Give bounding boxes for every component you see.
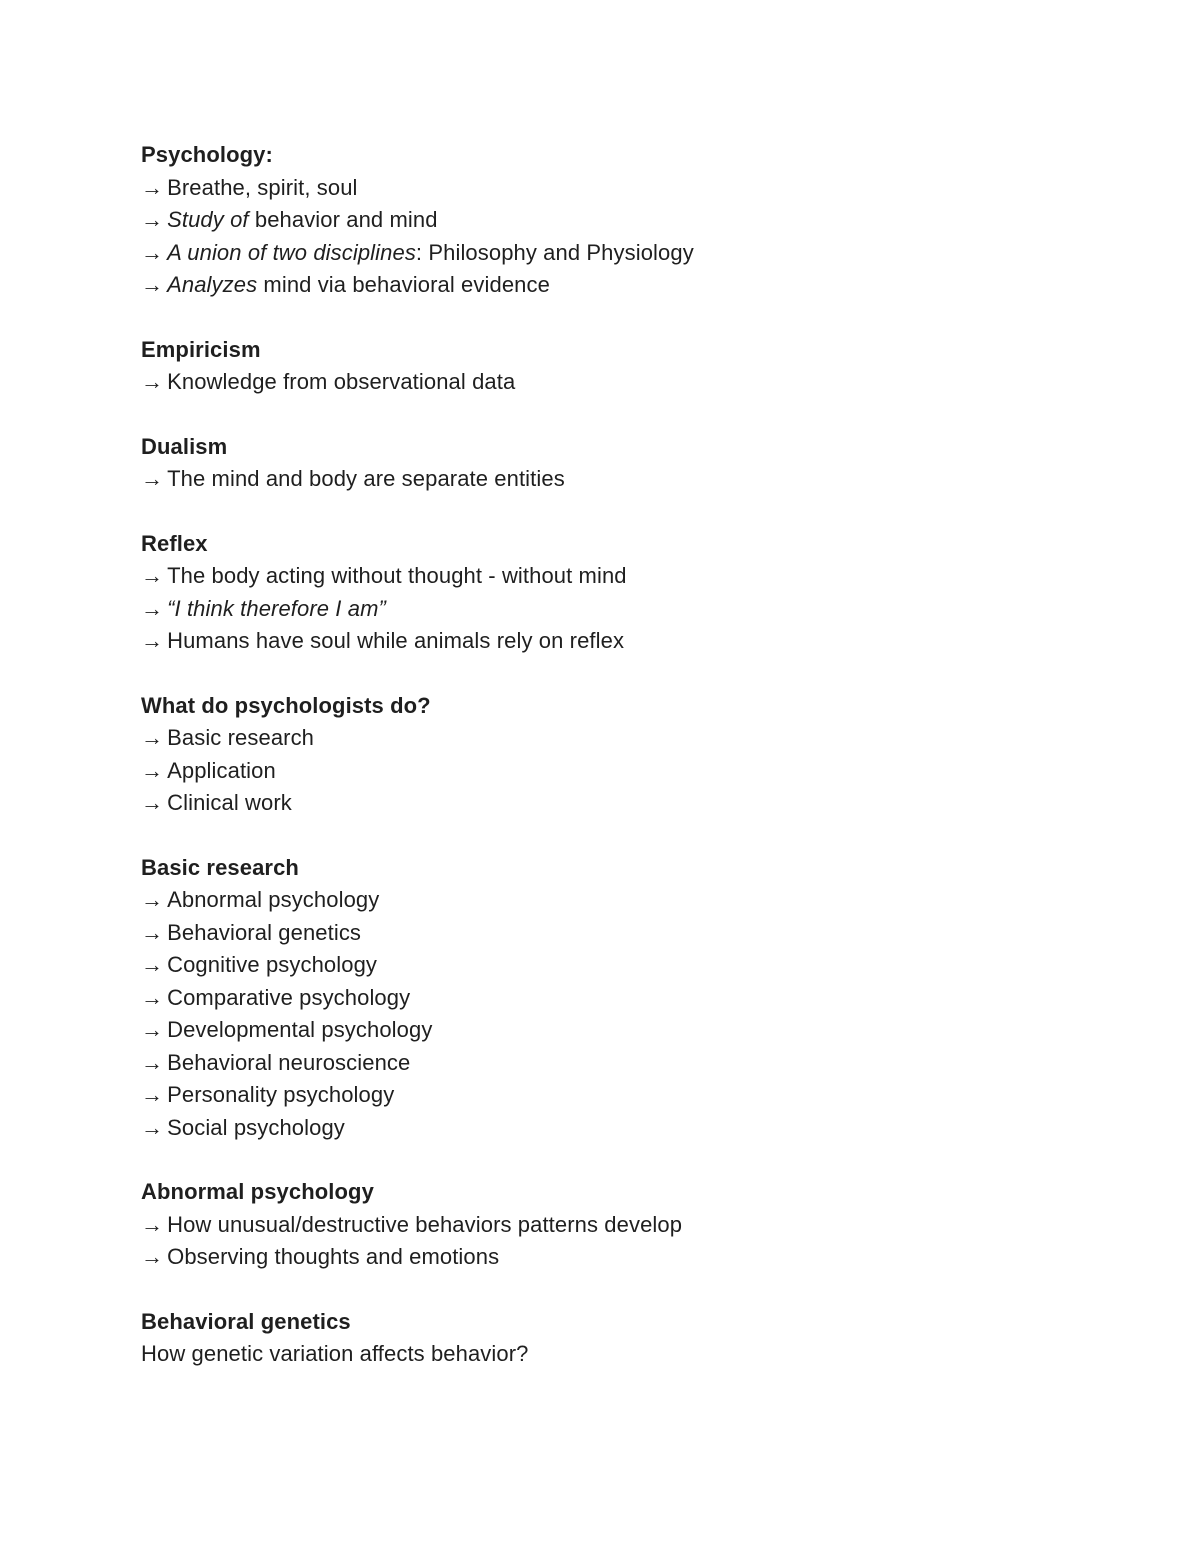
note-section <box>141 1306 1141 1371</box>
arrow-right-icon: → <box>141 595 164 621</box>
item-text: Knowledge from observational data <box>167 369 516 394</box>
note-item <box>141 269 1141 302</box>
section-heading: Behavioral genetics <box>141 1308 351 1334</box>
note-section <box>141 334 1141 399</box>
note-item <box>141 172 1141 205</box>
item-text: Behavioral neuroscience <box>167 1049 411 1075</box>
italic-text: Analyzes <box>167 272 258 297</box>
arrow-right-icon: → <box>141 628 164 653</box>
section-heading: Empiricism <box>141 336 261 362</box>
note-section <box>141 528 1141 658</box>
section-heading: Psychology: <box>141 142 273 167</box>
italic-text: “I think therefore I am” <box>167 595 386 621</box>
arrow-right-icon: → <box>141 272 164 297</box>
arrow-right-icon: → <box>141 369 164 394</box>
note-item <box>141 949 1141 982</box>
note-item <box>141 787 1141 820</box>
italic-text: A union of two disciplines <box>167 239 416 265</box>
arrow-right-icon: → <box>141 1244 164 1269</box>
note-item <box>141 1112 1141 1145</box>
note-item <box>141 1047 1141 1080</box>
item-text: Personality psychology <box>167 1082 395 1107</box>
note-item <box>141 1014 1141 1047</box>
arrow-right-icon: → <box>141 563 164 588</box>
arrow-right-icon: → <box>141 725 164 750</box>
note-item <box>141 463 1141 496</box>
section-heading: Dualism <box>141 433 228 459</box>
section-heading: Abnormal psychology <box>141 1179 374 1204</box>
item-text: Humans have soul while animals rely on reflex <box>167 628 625 653</box>
arrow-right-icon: → <box>141 887 164 912</box>
arrow-right-icon: → <box>141 207 164 232</box>
item-text: The body acting without thought - without mind <box>167 563 627 588</box>
item-text: How genetic variation affects behavior? <box>141 1341 529 1366</box>
note-item <box>141 884 1141 917</box>
item-text: Comparative psychology <box>167 984 411 1010</box>
italic-text: Study of <box>167 207 249 232</box>
note-item <box>141 755 1141 788</box>
section-heading: Reflex <box>141 530 208 556</box>
item-text: Behavioral genetics <box>167 919 362 945</box>
arrow-right-icon: → <box>141 1049 164 1075</box>
section-heading: Basic research <box>141 854 299 880</box>
note-item <box>141 1079 1141 1112</box>
item-text: Basic research <box>167 725 315 750</box>
arrow-right-icon: → <box>141 757 164 783</box>
note-section <box>141 431 1141 496</box>
note-item <box>141 366 1141 399</box>
item-text: How unusual/destructive behaviors patterns develop <box>167 1211 683 1237</box>
arrow-right-icon: → <box>141 952 164 977</box>
note-item <box>141 1241 1141 1274</box>
item-text: Abnormal psychology <box>167 887 380 912</box>
item-text: mind via behavioral evidence <box>257 272 550 297</box>
item-text: Social psychology <box>167 1114 345 1140</box>
arrow-right-icon: → <box>141 466 164 491</box>
item-text: : Philosophy and Physiology <box>415 239 694 265</box>
note-section <box>141 1176 1141 1274</box>
note-section <box>141 690 1141 820</box>
item-text: Developmental psychology <box>167 1017 433 1042</box>
note-item <box>141 1338 1141 1371</box>
arrow-right-icon: → <box>141 1082 164 1107</box>
note-item <box>141 593 1141 626</box>
note-item <box>141 1209 1141 1242</box>
note-section <box>141 852 1141 1145</box>
note-item <box>141 625 1141 658</box>
arrow-right-icon: → <box>141 1211 164 1237</box>
section-heading: What do psychologists do? <box>141 692 431 718</box>
arrow-right-icon: → <box>141 174 164 200</box>
item-text: Observing thoughts and emotions <box>167 1244 500 1269</box>
note-item <box>141 204 1141 237</box>
item-text: behavior and mind <box>248 207 438 232</box>
note-section <box>141 139 1141 302</box>
item-text: Clinical work <box>167 790 292 815</box>
item-text: Application <box>167 757 276 783</box>
arrow-right-icon: → <box>141 1114 164 1140</box>
arrow-right-icon: → <box>141 790 164 815</box>
arrow-right-icon: → <box>141 1017 164 1042</box>
note-item <box>141 237 1141 270</box>
arrow-right-icon: → <box>141 984 164 1010</box>
item-text: Cognitive psychology <box>167 952 378 977</box>
arrow-right-icon: → <box>141 919 164 945</box>
item-text: The mind and body are separate entities <box>167 466 565 491</box>
note-item <box>141 560 1141 593</box>
arrow-right-icon: → <box>141 239 164 265</box>
note-item <box>141 722 1141 755</box>
notes-page <box>141 139 1141 1403</box>
item-text: Breathe, spirit, soul <box>167 174 358 200</box>
note-item <box>141 917 1141 950</box>
note-item <box>141 982 1141 1015</box>
